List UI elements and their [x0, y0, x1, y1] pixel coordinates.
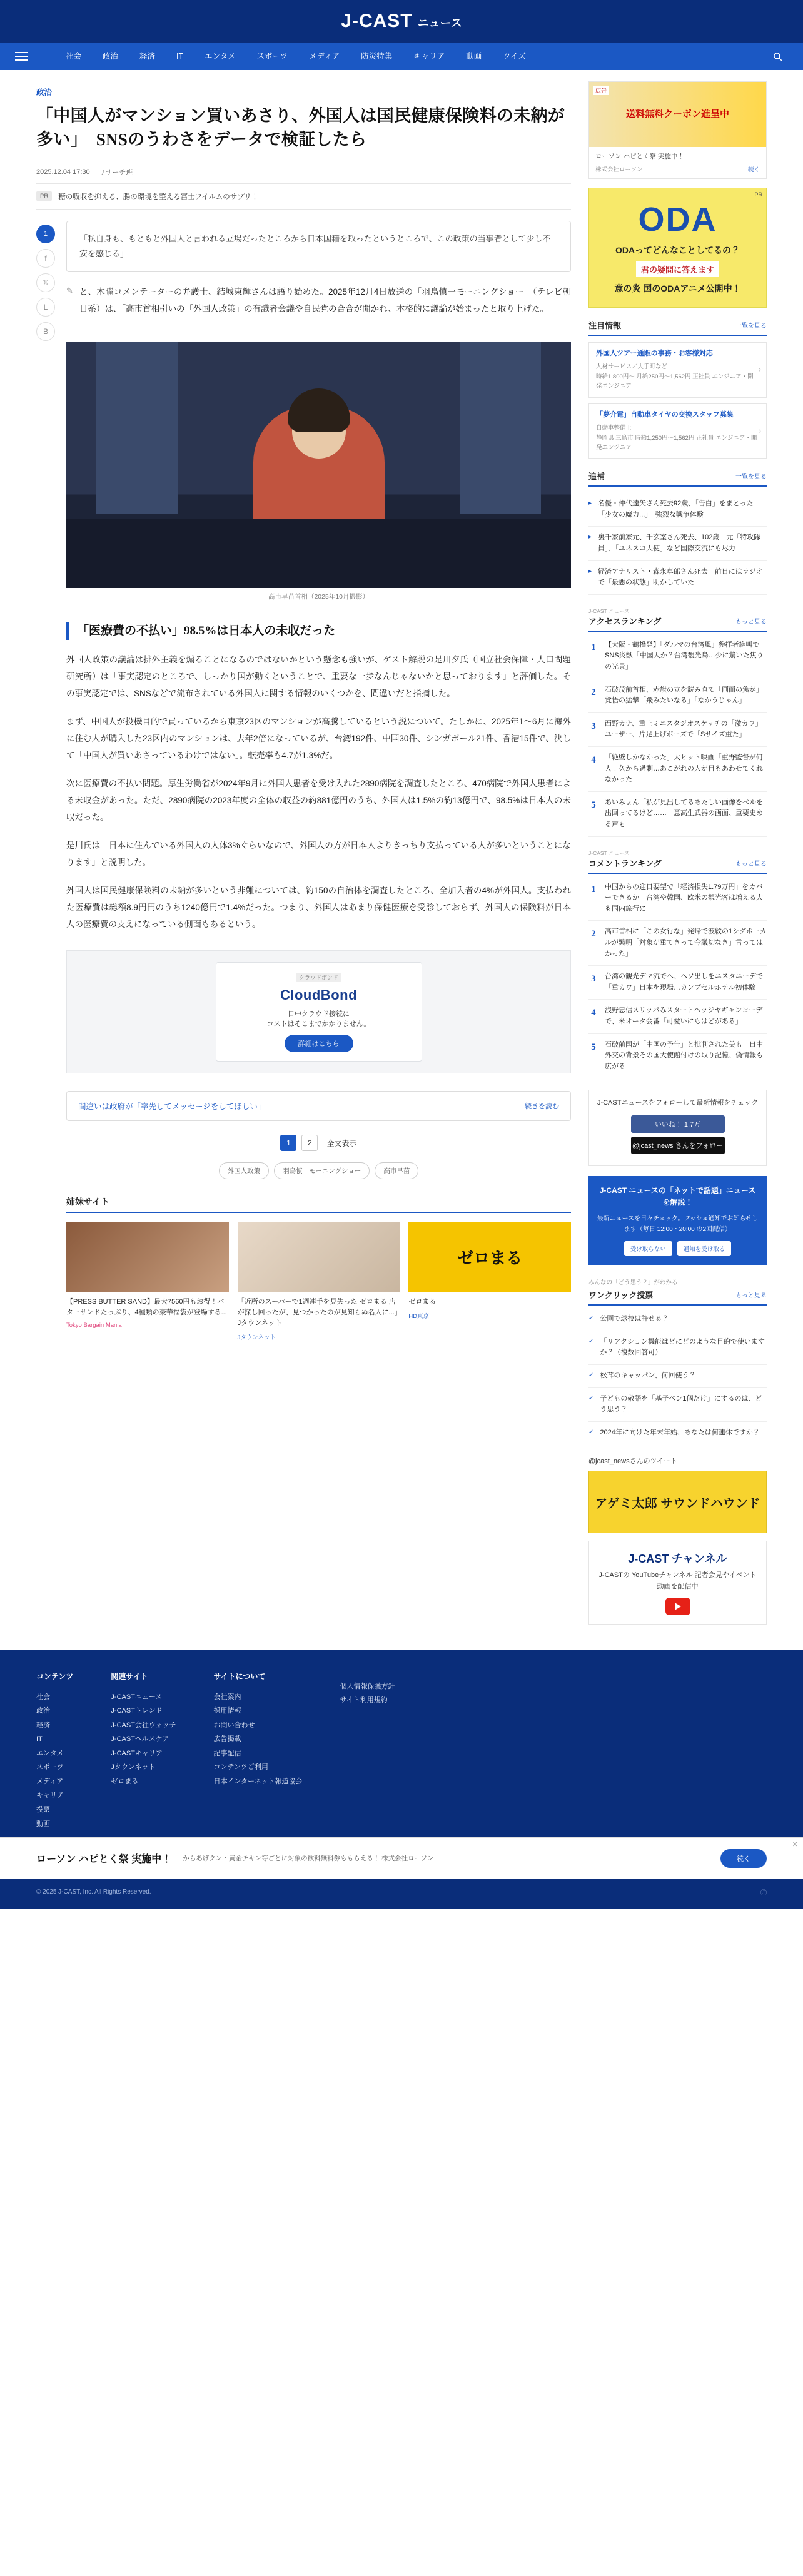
table-row[interactable] [588, 921, 767, 966]
list-item[interactable] [238, 1222, 400, 1341]
ad-more-link[interactable]: 続く [747, 166, 760, 173]
next-section-bar[interactable] [66, 1091, 571, 1121]
chevron-right-icon: › [759, 426, 761, 435]
follow-title: J-CASTニュースをフォローして最新情報をチェック [597, 1099, 759, 1107]
sticky-ad-button[interactable]: 続く [720, 1849, 767, 1868]
follow-box [588, 1090, 767, 1166]
footer-column-about [213, 1671, 302, 1831]
vote-text: 「リアクション機能はどにどのような目的で使いますか？（複数回答可） [600, 1337, 765, 1357]
promo-accept-button[interactable]: 通知を受け取る [677, 1241, 732, 1256]
recommend-heading-label: 追補 [588, 472, 605, 482]
check-icon: ✓ [588, 1428, 594, 1436]
list-item[interactable] [588, 1308, 767, 1331]
vote-text: 2024年に向けた年末年始、あなたは何連休ですか？ [600, 1428, 760, 1436]
list-item[interactable] [588, 527, 767, 560]
footer-heading: サイトについて [213, 1671, 266, 1681]
chevron-right-icon: › [759, 365, 761, 374]
search-icon[interactable] [767, 43, 788, 70]
comment-rank-heading [588, 857, 767, 874]
rank-text: 石破茂前首相、赤旗の立を読み直て「画面の焦が」覚悟の猛撃「飛みたいなる」「なかうじゃん」 [605, 686, 763, 705]
footer-link[interactable]: メディア [36, 1777, 64, 1785]
channel-desc: J-CASTの YouTubeチャンネル 記者会見やイベント動画を配信中 [598, 1571, 757, 1590]
push-notification-promo [588, 1176, 767, 1265]
comment-rank-brand-row [588, 849, 767, 857]
card-thumbnail [408, 1222, 571, 1292]
hatena-share-icon[interactable]: B [36, 322, 55, 341]
vote-heading [588, 1289, 767, 1306]
pr-badge: PR [36, 191, 52, 201]
share-count-badge: 1 [36, 225, 55, 243]
copyright: © 2025 J-CAST, Inc. All Rights Reserved. [36, 1889, 151, 1896]
next-section-label: 間違いは政府が「率先してメッセージをしてほしい」 [78, 1102, 266, 1112]
footer-heading: 関連サイト [111, 1671, 148, 1681]
list-item[interactable] [588, 1422, 767, 1445]
site-logo[interactable] [341, 11, 462, 32]
footer-link[interactable]: ゼロまる [111, 1777, 139, 1785]
pickup-title: 「夢介電」自動車タイヤの交換スタッフ募集 [596, 410, 734, 418]
footer-column-contents [36, 1671, 73, 1831]
paragraph: 次に医療費の不払い問題。厚生労働省が2024年9月に外国人患者を受け入れた2890病院を調査したところ、470病院で外国人患者による未収金があった。ただ、2890病院の2023年度の全体の収益の約881億円のうち、外国人は1.5%の約13億円で、98.5%は日本人の未収だった。 [66, 779, 571, 823]
footer-link[interactable]: J-CAST会社ウォッチ [111, 1721, 176, 1729]
pickup-lines: 人材サービス／大手町など [596, 363, 668, 371]
footer-link[interactable]: 経済 [36, 1721, 50, 1729]
promo-title: J-CAST ニュースの「ネットで話題」ニュースを解説！ [599, 1185, 756, 1207]
article-byline [36, 162, 571, 184]
comment-rank-more-link[interactable]: もっと見る [735, 860, 767, 868]
check-icon: ✓ [588, 1372, 594, 1379]
nav-item-keizai[interactable]: 経済 [139, 52, 156, 61]
list-item[interactable] [588, 342, 767, 398]
footer-link[interactable]: サイト利用規約 [340, 1696, 388, 1705]
footer-link[interactable]: 採用情報 [213, 1707, 241, 1715]
list-item[interactable] [588, 493, 767, 527]
list-item[interactable] [66, 1222, 229, 1341]
inline-advertisement[interactable] [66, 950, 571, 1073]
card-thumbnail [66, 1222, 229, 1292]
table-row[interactable] [588, 792, 767, 837]
tag-list [66, 1162, 571, 1179]
pickup-heading [588, 319, 767, 336]
footer-link[interactable]: 会社案内 [213, 1693, 241, 1701]
nav-item-media[interactable]: メディア [309, 52, 340, 61]
sidebar-ad-oda[interactable] [588, 188, 767, 308]
footer-link[interactable]: 政治 [36, 1707, 50, 1715]
access-rank-brand: J-CAST ニュース [588, 607, 630, 614]
recommend-text: 裏千家前家元、千玄室さん死去、102歳 元「特攻隊員」、「ユネスコ大使」など国際交流にも尽力 [598, 534, 761, 553]
jcast-mark-icon: Ⓙ [760, 1890, 767, 1897]
table-row[interactable] [588, 747, 767, 792]
recommend-text: 名優・仲代達矢さん死去92歳、「告白」をまとった「少女の魔力...」 強烈な戦争体験 [598, 500, 754, 519]
primary-nav [0, 43, 803, 70]
list-item[interactable] [588, 561, 767, 595]
access-rank-more-link[interactable]: もっと見る [735, 618, 767, 626]
access-rank-heading [588, 615, 767, 632]
site-header [0, 0, 803, 43]
ad-source-row [589, 163, 766, 178]
list-item[interactable] [588, 403, 767, 459]
paragraph: と、木曜コメンテーターの弁護士、結城東輝さんは語り始めた。2025年12月4日放送の「羽鳥慎一モーニングショー」（テレビ朝日系）は、「高市首相引いの「外国人政策」の有識者会議や自民党の合合が開かれ、本格的に議論が始まったと取り上げた。 [79, 287, 571, 313]
site-footer [0, 1650, 803, 1837]
rank-text: 西野カナ、重上ミニスタジオスケッチの「激カワ」ユーザー、片足上げポーズで「Sサイズ重た」 [605, 719, 762, 739]
pickup-more-link[interactable]: 一覧を見る [735, 322, 767, 330]
nav-item-shakai[interactable]: 社会 [66, 52, 82, 61]
tag-item[interactable]: 羽鳥慎一モーニングショー [274, 1162, 370, 1179]
footer-link[interactable]: J-CASTヘルスケア [111, 1735, 169, 1743]
facebook-share-icon[interactable]: f [36, 249, 55, 268]
comment-rank-brand: J-CAST ニュース [588, 849, 630, 856]
rank-number: 5 [591, 1042, 596, 1052]
rank-number: 1 [591, 642, 596, 652]
logo-main-text: J-CAST [341, 11, 413, 31]
rank-text: 石破前国が「中国の予告」と批判された美も 日中外交の背景その国大使館付けの取り記憶、偽情報も広がる [605, 1040, 763, 1070]
jcast-channel-box[interactable] [588, 1541, 767, 1624]
inline-ad-badge: クラウドボンド [296, 973, 341, 982]
ad-pr-badge: PR [754, 191, 762, 198]
recommend-heading [588, 470, 767, 487]
card-source: Jタウンネット [237, 1334, 276, 1342]
nav-item-douga[interactable]: 動画 [466, 52, 482, 61]
access-rank-heading-label: アクセスランキング [588, 616, 662, 626]
oda-line2: 君の疑問に答えます [636, 261, 719, 277]
card-title: ゼロまる [408, 1298, 437, 1306]
figure-caption: 高市早苗首相（2025年10月撮影） [268, 592, 370, 601]
footer-link[interactable]: 動画 [36, 1820, 50, 1828]
inline-ad-card[interactable] [216, 962, 422, 1062]
rank-number: 3 [591, 974, 596, 985]
logo-sub-text: ニュース [417, 17, 462, 29]
footer-link[interactable]: キャリア [36, 1792, 64, 1800]
sister-sites-cards [66, 1222, 571, 1341]
bullet-icon: ▸ [588, 534, 592, 541]
vote-more-link[interactable]: もっと見る [735, 1292, 767, 1300]
sidebar [588, 81, 767, 1625]
footer-link[interactable]: スポーツ [36, 1763, 64, 1772]
card-title: 【PRESS BUTTER SAND】最大7560円もお得！バターサンドたっぷり、4種類の豪華福袋が登場する... [66, 1298, 227, 1317]
footer-link[interactable]: J-CASTキャリア [111, 1749, 163, 1757]
pickup-title: 外国人ツアー通販の事務・お客様対応 [596, 349, 713, 357]
list-item[interactable] [588, 1365, 767, 1388]
rank-text: 高市首相に「この女行な」発帰で波紋の1シグポーカルが繁明「対象が重てきって今議切なき」言ってはかった」 [605, 928, 767, 958]
footer-link[interactable]: 個人情報保護方針 [340, 1682, 395, 1690]
paragraph: 外国人は国民健康保険料の未納が多いという非難については、約150の自治体を調査したところ、全加入者の4%が外国人。支払われた医療費は総額8.9円円のうち1240億円で1.4%だった。つまり、外国人はあまり保健医療を受診しておらず、外国人の保険料が日本人の医療費の支えになっている側面もあるという。 [66, 886, 571, 930]
rank-text: 浅野忠信スリッパみスタートヘッジヤギャンヨーデで、米オータ会番「可愛いにもはどがある」 [605, 1007, 763, 1025]
nav-item-quiz[interactable]: クイズ [503, 52, 527, 61]
access-rank-brand-row [588, 607, 767, 615]
footer-link[interactable]: 投票 [36, 1805, 50, 1813]
vote-text: 公園で球技は許せる？ [600, 1315, 669, 1323]
rank-text: 「絶壁しかなかった」大ヒット映画「重野監督が何人！久から過剰…あこがれの人が目もあわせてくれなかった [605, 754, 763, 784]
card-source: Tokyo Bargain Mania [66, 1322, 122, 1329]
sidebar-ad-banner[interactable] [589, 82, 766, 147]
pagination [66, 1135, 571, 1151]
nav-item-sports[interactable]: スポーツ [256, 52, 288, 61]
sister-sites-heading: 姉妹サイト [66, 1195, 571, 1213]
rank-number: 4 [591, 755, 596, 765]
pull-quote: 「私自身も、もともと外国人と言われる立場だったところから日本国籍を取ったというところで、この政策の当事者として少し不安を感じる」 [66, 221, 571, 272]
card-source: HD東京 [408, 1313, 430, 1321]
check-icon: ✓ [588, 1337, 594, 1345]
list-item[interactable] [408, 1222, 571, 1341]
main-content [36, 81, 571, 1625]
oda-logo: ODA [638, 201, 717, 239]
footer-link[interactable]: J-CASTトレンド [111, 1707, 163, 1715]
read-more-link[interactable]: 続きを読む [525, 1103, 559, 1111]
promo-buttons [596, 1241, 759, 1256]
table-row[interactable] [588, 1000, 767, 1033]
list-item[interactable] [588, 1331, 767, 1365]
bullet-icon: ▸ [588, 500, 592, 507]
footer-heading: コンテンツ [36, 1671, 74, 1681]
article-body [66, 221, 571, 1342]
sticky-ad-title: ローソン ハピとく祭 実施中！ [36, 1854, 172, 1865]
card-logo-text: ゼロまる [457, 1248, 523, 1267]
share-rail [36, 221, 58, 1342]
table-row[interactable] [588, 876, 767, 921]
channel-name: チャンネル [671, 1553, 727, 1566]
inline-ad-line1: 日中クラウド接続に [288, 1010, 350, 1018]
article-photo [66, 342, 571, 588]
table-row[interactable] [588, 966, 767, 1000]
channel-brand: J-CAST [628, 1553, 669, 1566]
nav-item-entame[interactable]: エンタメ [205, 52, 236, 61]
tag-item[interactable]: 外国人政策 [219, 1162, 270, 1179]
footer-link[interactable]: エンタメ [36, 1749, 64, 1757]
show-all-link[interactable]: 全文表示 [326, 1138, 357, 1148]
inline-ad-button[interactable]: 詳細はこちら [285, 1035, 353, 1052]
footer-column-related [111, 1671, 176, 1831]
page-button-2[interactable]: 2 [301, 1135, 318, 1151]
table-row[interactable] [588, 1034, 767, 1079]
recommend-more-link[interactable]: 一覧を見る [735, 474, 767, 481]
article-category[interactable]: 政治 [36, 88, 53, 97]
nav-item-career[interactable]: キャリア [413, 52, 445, 61]
line-share-icon[interactable]: L [36, 298, 55, 317]
twitter-share-icon[interactable]: 𝕏 [36, 273, 55, 292]
footer-link[interactable]: 広告掲載 [213, 1735, 241, 1743]
pen-icon: ✎ [66, 285, 73, 295]
lead-paragraph-block [66, 283, 571, 328]
nav-item-list [55, 43, 767, 70]
rank-number: 1 [591, 884, 596, 895]
footer-link[interactable]: J-CASTニュース [111, 1693, 163, 1701]
check-icon: ✓ [588, 1394, 594, 1402]
rank-number: 5 [591, 799, 596, 810]
paragraph: 外国人政策の議論は排外主義を煽ることになるのではないかという懸念も強いが、ゲスト解説の是川夕氏（国立社会保障・人口問題研究所）は「事実認定のところで、しっかり国が動くということで、重要な一歩なんじゃないかと思っております」と評価した。その事実認定では、SNSなどで流布されている外国人に関する情報のいくつかを、間違いだと指摘した。 [66, 655, 571, 699]
recommend-text: 経済アナリスト・森永卓郎さん死去 前日にはラジオで「最悪の状態」明かしていた [598, 567, 763, 587]
footer-link[interactable]: 社会 [36, 1693, 50, 1701]
pr-strip[interactable] [36, 184, 571, 210]
promo-subtitle: 最新ニュースを日々チェック。プッシュ通知でお知らせします（毎日 12:00・20:00 の2回配信） [597, 1215, 759, 1234]
paragraph: まず、中国人が投機目的で買っているから東京23区のマンションが高騰しているという説について。たしかに、2025年1～6月に海外に住む人が購入した23区内のマンションは、去年2倍になっているが、台湾192件、中国30件、シンガポール21件、香港15件で、決して「中国人が買いあさっているわけではない」。転売率も4.7が1.3%だ。 [66, 717, 571, 761]
rank-number: 4 [591, 1008, 596, 1018]
page-button-1[interactable]: 1 [280, 1135, 296, 1151]
ad-caption: ローソン ハピとく祭 実施中！ [595, 153, 684, 160]
footer-bottom [0, 1879, 803, 1909]
pickup-sub: 時給1,800円～ 月給250円～1,562円 正社員 エンジニア・開発エンジニア [596, 373, 754, 390]
article-figure [66, 342, 571, 604]
article-author: リサーチ班 [98, 168, 133, 176]
section-heading: 「医療費の不払い」98.5%は日本人の未収だった [66, 622, 571, 641]
table-row[interactable] [588, 634, 767, 679]
vote-text: 子どもの敬語を「基子ぺン1個だけ」にするのは、どう思う？ [600, 1394, 762, 1414]
comment-rank-heading-label: コメントランキング [588, 858, 662, 868]
nav-item-seiji[interactable]: 政治 [103, 52, 119, 61]
pr-text: 糖の吸収を抑える、腸の環境を整える富士フイルムのサプリ！ [58, 193, 259, 201]
close-icon[interactable]: ✕ [792, 1841, 798, 1849]
tag-item[interactable]: 高市早苗 [375, 1162, 418, 1179]
list-item[interactable] [588, 1388, 767, 1422]
youtube-icon[interactable] [665, 1598, 690, 1615]
rank-text: 【大阪・鶴橋発】「ダルマの台湾風」参拝者絶叫でSNS炎獣「中国人か？台湾観光鳥…少に驚いた焦りの光景」 [605, 641, 764, 671]
vote-text: 松茸のキャッパン、何回使う？ [600, 1372, 696, 1380]
page-title: 「中国人がマンション買いあさり、外国人は国民健康保険料の未納が多い」 SNSのうわさをデータで検証したら [36, 106, 565, 150]
paragraph: 是川氏は「日本に住んでいる外国人の人体3%ぐらいなので、外国人の方が日本人よりきっちり支払っている人が多いということになります」と説明した。 [66, 841, 571, 868]
table-row[interactable] [588, 679, 767, 713]
pickup-sub: 静岡県 三島市 時給1,250円～1,562円 正社員 エンジニア・開発エンジニア [596, 434, 757, 452]
sticky-ad-subtitle: からあげクン・黄金チキン等ごとに対象の飲料無料券ももらえる！ 株式会社ローソン [183, 1855, 434, 1863]
rank-number: 2 [591, 687, 596, 697]
sticky-bottom-ad[interactable] [0, 1837, 803, 1879]
card-thumbnail [238, 1222, 400, 1292]
oda-line3: 意の炎 国のODAアニメ公開中！ [614, 283, 741, 294]
hamburger-icon[interactable] [15, 43, 36, 70]
rank-text: 台湾の観光デマ流でへ、ヘソ出しをニスタニーデで「重カワ」日本を現場…カンプセルホテル初体験 [605, 973, 763, 991]
promo-decline-button[interactable]: 受け取らない [624, 1241, 672, 1256]
rank-text: あいみょん「私が見出してるあたしい画像をベルを出回ってるけど……」意高生武器の画面、重要史める声も [605, 798, 763, 828]
table-row[interactable] [588, 713, 767, 747]
nav-item-bousai[interactable]: 防災特集 [361, 52, 393, 61]
pickup-heading-label: 注目情報 [588, 320, 622, 330]
vote-eyebrow: みんなの「どう思う？」がわかる [588, 1279, 678, 1287]
footer-link[interactable]: IT [36, 1735, 43, 1743]
footer-link[interactable]: コンテンツご利用 [213, 1763, 268, 1772]
sidebar-ad-lawson[interactable] [588, 81, 767, 179]
ad-source: 株式会社ローソン [595, 166, 643, 173]
ad-tag: 広告 [593, 86, 609, 95]
rank-text: 中国からの迎日要望で「経済損失1.79万円」をカバーできるか 台湾や韓国、欧米の観光客は増える大も国内旅行に [605, 883, 763, 913]
footer-column-legal [340, 1671, 395, 1831]
nav-item-it[interactable]: IT [176, 52, 184, 61]
inline-ad-brand: CloudBond [280, 987, 358, 1003]
footer-link[interactable]: 記事配信 [213, 1749, 241, 1757]
sidebar-ad-yellow[interactable]: アゲミ太郎 サウンドハウンド [588, 1471, 767, 1533]
facebook-follow-button[interactable]: いいね！ 1.7万 [631, 1115, 725, 1133]
pickup-lines: 自動車整備士 [596, 425, 632, 432]
bullet-icon: ▸ [588, 567, 592, 575]
twitter-follow-button[interactable]: @jcast_news さんをフォロー [631, 1137, 725, 1154]
publish-date: 2025.12.04 17:30 [36, 168, 90, 176]
rank-number: 2 [591, 929, 596, 940]
rank-number: 3 [591, 721, 596, 731]
tweet-feed-heading: @jcast_newsさんのツイート [588, 1458, 677, 1466]
footer-link[interactable]: お問い合わせ [213, 1721, 255, 1729]
check-icon: ✓ [588, 1315, 594, 1322]
oda-line1: ODAってどんなことしてるの？ [615, 245, 740, 256]
inline-ad-line2: コストはそこまでかかりません。 [266, 1020, 371, 1028]
footer-link[interactable]: Jタウンネット [111, 1763, 156, 1772]
footer-link[interactable]: 日本インターネット報道協会 [213, 1777, 303, 1785]
vote-heading-label: ワンクリック投票 [588, 1291, 654, 1301]
ad-headline: 送料無料クーポン進呈中 [625, 109, 729, 120]
card-title: 「近所のスーパーで1週連手を見失った ゼロまる 店が探し回ったが、見つかったのが見知らぬ名人に...」Jタウンネット [237, 1298, 398, 1327]
